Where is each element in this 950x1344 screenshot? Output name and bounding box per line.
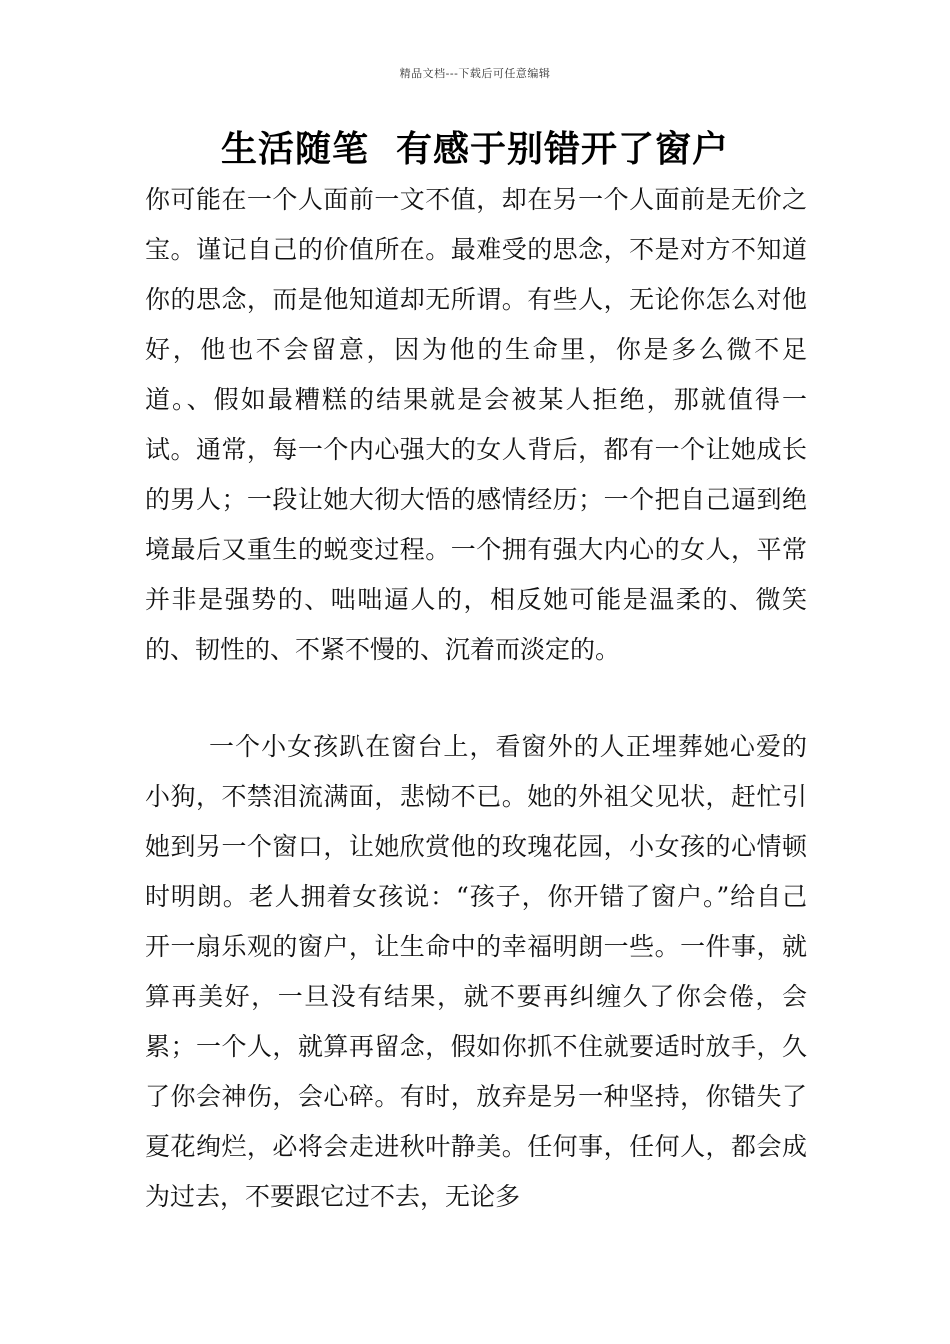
header-note: 精品文档---下载后可任意编辑	[399, 67, 551, 80]
document-title: 生活随笔 有感于别错开了窗户	[220, 129, 730, 170]
body-paragraph-2: 一个小女孩趴在窗台上，看窗外的人正埋葬她心爱的小狗，不禁泪流满面，悲恸不已。她的外祖父见状，赶忙引她到另一个窗口，让她欣赏他的玫瑰花园，小女孩的心情顿时明朗。老人拥着女孩说：“孩子，你开错了窗户。”给自己开一扇乐观的窗户，让生命中的幸福明朗一些。一件事，就算再美好，一旦没有结果，就不要再纠缠久了你会倦，会累；一个人，就算再留念，假如你抓不住就要适时放手，久了你会神伤，会心碎。有时，放弃是另一种坚持，你错失了夏花绚烂，必将会走进秋叶静美。任何事，任何人，都会成为过去，不要跟它过不去，无论多	[145, 732, 807, 1211]
body-paragraph-1: 你可能在一个人面前一文不值，却在另一个人面前是无价之宝。谨记自己的价值所在。最难受的思念，不是对方不知道你的思念，而是他知道却无所谓。有些人，无论你怎么对他好，他也不会留意，因为他的生命里，你是多么微不足道。、假如最糟糕的结果就是会被某人拒绝，那就值得一试。通常，每一个内心强大的女人背后，都有一个让她成长的男人；一段让她大彻大悟的感情经历；一个把自己逼到绝境最后又重生的蜕变过程。一个拥有强大内心的女人，平常并非是强势的、咄咄逼人的，相反她可能是温柔的、微笑的、韧性的、不紧不慢的、沉着而淡定的。	[145, 185, 807, 664]
